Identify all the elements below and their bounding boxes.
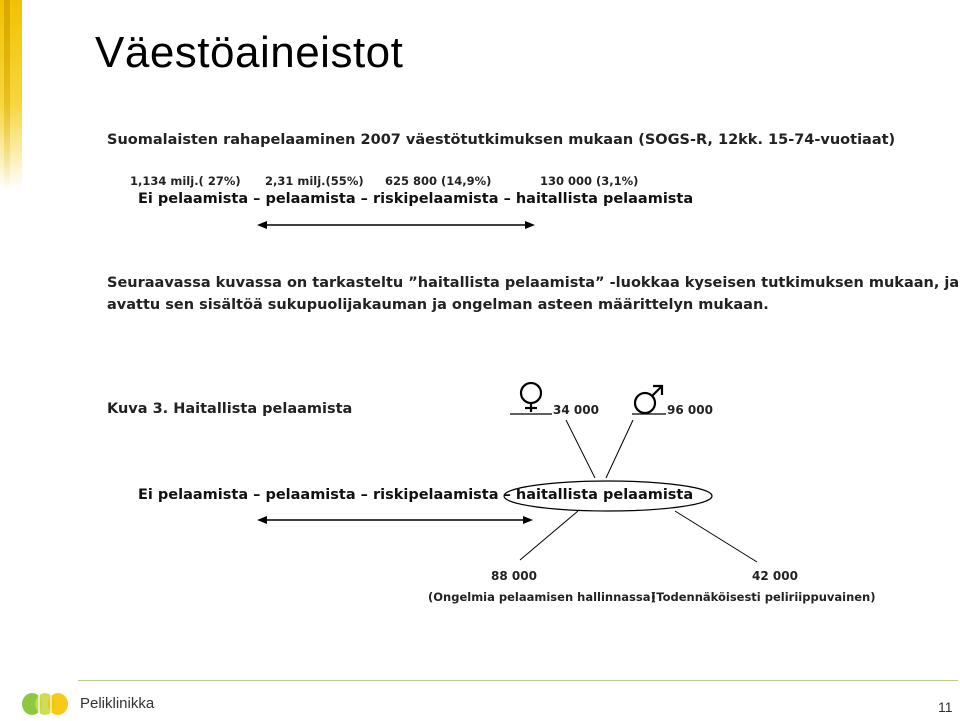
figure-scale-prefix: Ei pelaamista – pelaamista – riskipelaamista – bbox=[138, 487, 516, 503]
probable-addiction-count: 42 000 bbox=[752, 569, 798, 583]
paragraph-line-2: avattu sen sisältöä sukupuolijakauman ja ongelman asteen määrittelyn mukaan. bbox=[107, 297, 769, 313]
top-double-arrow bbox=[257, 221, 535, 229]
bottom-double-arrow bbox=[257, 516, 533, 524]
footer-brand-name: Peliklinikka bbox=[80, 695, 155, 712]
gambling-scale: Ei pelaamista – pelaamista – riskipelaamista – haitallista pelaamista bbox=[138, 191, 694, 207]
problem-control-count: 88 000 bbox=[491, 569, 537, 583]
male-count: 96 000 bbox=[667, 403, 713, 417]
male-symbol-icon bbox=[632, 386, 666, 414]
problem-control-note: (Ongelmia pelaamisen hallinnassa) bbox=[428, 590, 656, 604]
paragraph-line-1: Seuraavassa kuvassa on tarkasteltu ”haitallista pelaamista” -luokkaa kyseisen tutkimuksen mukaan, ja bbox=[107, 275, 960, 291]
footer-divider bbox=[78, 680, 958, 681]
female-symbol-icon bbox=[510, 383, 552, 414]
figure-scale bbox=[138, 487, 693, 503]
slide-title: Väestöaineistot bbox=[95, 28, 404, 77]
figure-caption: Kuva 3. Haitallista pelaamista bbox=[107, 401, 353, 417]
female-count: 34 000 bbox=[553, 403, 599, 417]
figure-scale-highlight: haitallista pelaamista bbox=[515, 487, 694, 503]
probable-addiction-note: (Todennäköisesti peliriippuvainen) bbox=[651, 590, 876, 604]
stat-risk-gambling: 625 800 (14,9%) bbox=[385, 174, 492, 188]
page-number: 11 bbox=[938, 699, 953, 715]
stat-harmful-gambling: 130 000 (3,1%) bbox=[540, 174, 639, 188]
peliklinikka-logo bbox=[18, 692, 76, 716]
stat-no-gambling: 1,134 milj.( 27%) bbox=[130, 174, 241, 188]
stat-gambling: 2,31 milj.(55%) bbox=[265, 174, 364, 188]
study-heading: Suomalaisten rahapelaaminen 2007 väestötutkimuksen mukaan (SOGS-R, 12kk. 15-74-vuotiaat) bbox=[107, 132, 896, 148]
